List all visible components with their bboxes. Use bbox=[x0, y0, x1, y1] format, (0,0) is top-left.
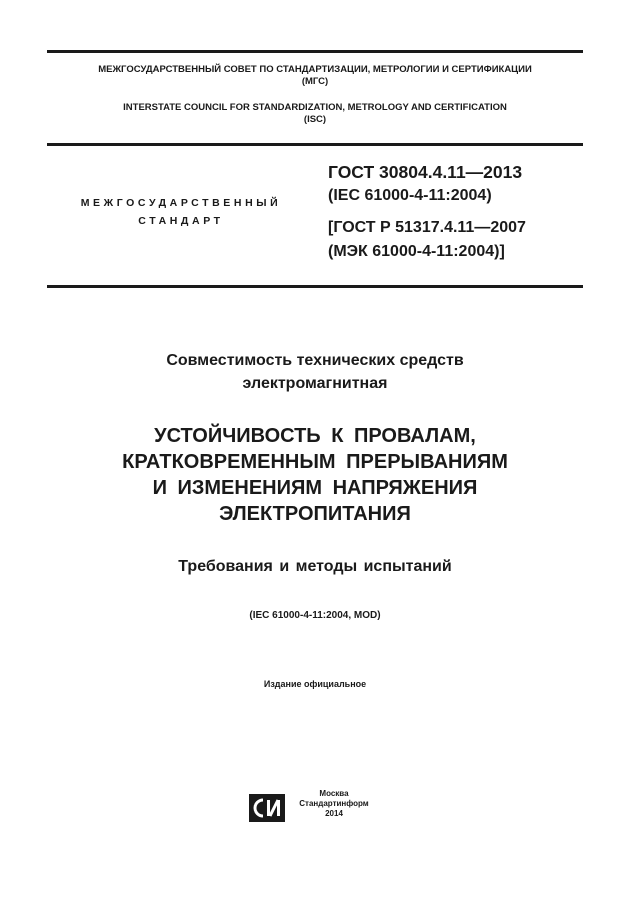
council-en-abbr: (ISC) bbox=[303, 114, 327, 125]
middle-rule bbox=[47, 143, 583, 146]
interstate-standard-label bbox=[47, 194, 315, 230]
gost-number: ГОСТ 30804.4.11—2013 bbox=[328, 162, 523, 182]
council-ru-line1: МЕЖГОСУДАРСТВЕННЫЙ СОВЕТ ПО СТАНДАРТИЗАЦИИ, МЕТРОЛОГИИ И СЕРТИФИКАЦИИ bbox=[98, 64, 532, 75]
iec-reference: (IEC 61000-4-11:2004) bbox=[328, 187, 492, 204]
main-title-line2: КРАТКОВРЕМЕННЫМ ПРЕРЫВАНИЯМ bbox=[122, 451, 508, 473]
iec-mod-reference: (IEC 61000-4-11:2004, MOD) bbox=[249, 610, 381, 621]
standartinform-logo-icon bbox=[248, 793, 286, 823]
publisher-city: Москва bbox=[319, 789, 349, 798]
interstate-line1: МЕЖГОСУДАРСТВЕННЫЙ bbox=[80, 197, 282, 209]
interstate-line2: СТАНДАРТ bbox=[138, 215, 224, 227]
mek-reference: (МЭК 61000-4-11:2004)] bbox=[328, 243, 505, 260]
title-line2: электромагнитная bbox=[242, 375, 388, 392]
council-name-en bbox=[47, 102, 583, 126]
council-en-line1: INTERSTATE COUNCIL FOR STANDARDIZATION, METROLOGY AND CERTIFICATION bbox=[123, 102, 507, 113]
official-edition-label: Издание официальное bbox=[263, 679, 367, 689]
publisher-name: Стандартинформ bbox=[299, 799, 369, 808]
council-name-ru bbox=[47, 64, 583, 88]
document-title-main bbox=[0, 423, 630, 527]
main-title-line3: И ИЗМЕНЕНИЯМ НАПРЯЖЕНИЯ bbox=[152, 477, 478, 499]
document-subtitle: Требования и методы испытаний bbox=[178, 558, 452, 575]
gost-r-number: [ГОСТ Р 51317.4.11—2007 bbox=[328, 219, 526, 236]
document-title-general bbox=[0, 349, 630, 395]
publication-year: 2014 bbox=[325, 809, 343, 818]
title-line1: Совместимость технических средств bbox=[166, 352, 464, 369]
council-ru-abbr: (МГС) bbox=[301, 76, 329, 87]
top-rule bbox=[47, 50, 583, 53]
publisher-imprint bbox=[292, 789, 376, 819]
bottom-rule bbox=[47, 285, 583, 288]
main-title-line1: УСТОЙЧИВОСТЬ К ПРОВАЛАМ, bbox=[154, 425, 476, 447]
main-title-line4: ЭЛЕКТРОПИТАНИЯ bbox=[219, 503, 411, 525]
gost-designation bbox=[328, 160, 526, 264]
